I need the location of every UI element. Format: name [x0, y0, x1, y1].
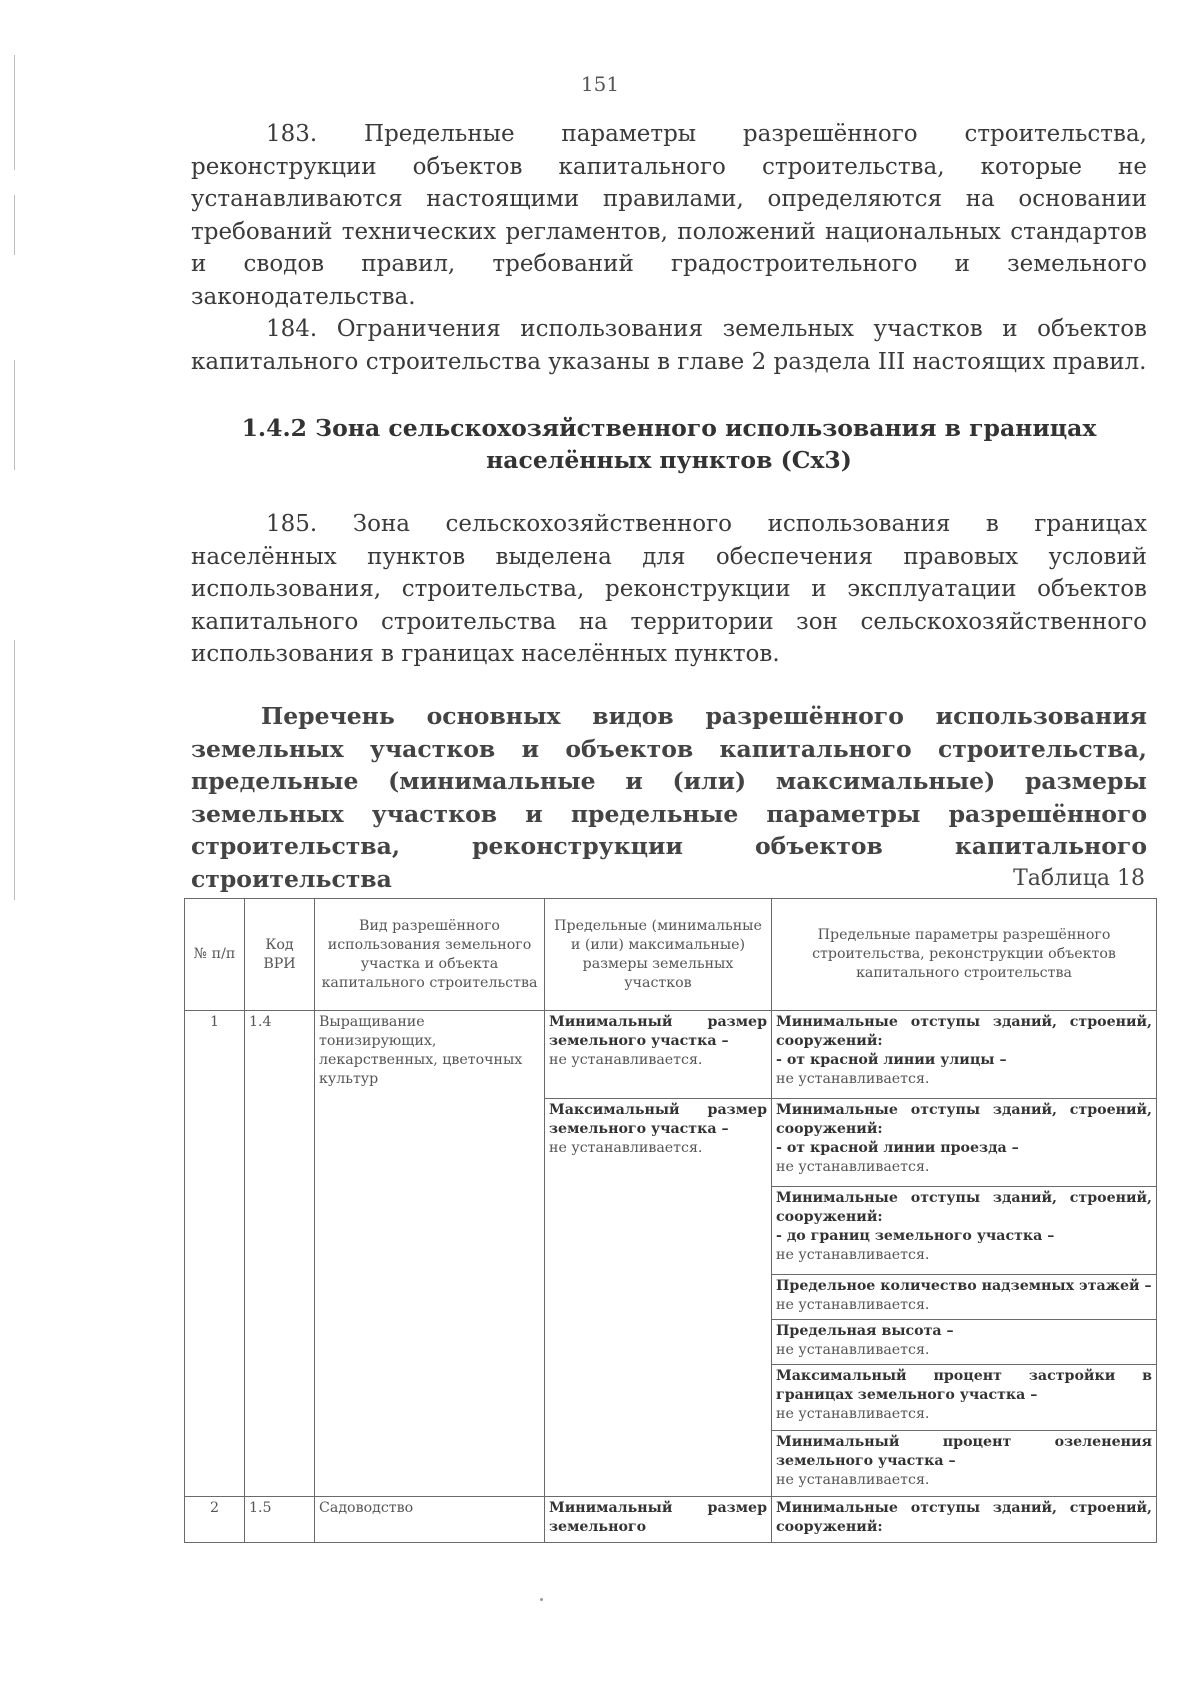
param-cell: [772, 1365, 1157, 1431]
scan-speck: [540, 1598, 543, 1601]
param-head: Максимальный процент застройки в границах земельного участка –: [776, 1368, 1152, 1403]
table-header-row: [185, 899, 1157, 1011]
param-cell: [772, 1497, 1157, 1543]
scan-margin-line: [14, 640, 15, 900]
param-head: Предельное количество надземных этажей –: [776, 1278, 1152, 1294]
param-sub: - до границ земельного участка –: [776, 1228, 1055, 1244]
param-value: не устанавливается.: [776, 1247, 930, 1263]
param-head: Минимальные отступы зданий, строений, сооружений:: [776, 1014, 1152, 1049]
intro-paragraphs: [191, 118, 1147, 378]
param-value: не устанавливается.: [776, 1472, 930, 1488]
table-row: [185, 1497, 1157, 1543]
row-code: 1.5: [245, 1497, 315, 1543]
header-sizes: Предельные (минимальные и (или) максимальные) размеры земельных участков: [545, 899, 772, 1011]
size-cell: [545, 1099, 772, 1497]
permitted-use-table: [184, 898, 1157, 1543]
param-cell: [772, 1187, 1157, 1275]
param-value: не устанавливается.: [776, 1406, 930, 1422]
table-row: [185, 1011, 1157, 1099]
table-caption: Таблица 18: [1013, 866, 1145, 891]
param-value: не устанавливается.: [776, 1159, 930, 1175]
paragraph-184: 184. Ограничения использования земельных участков и объектов капитального строительства указаны в главе 2 раздела III настоящих правил.: [191, 316, 1147, 375]
header-params: Предельные параметры разрешённого строительства, реконструкции объектов капитального строительства: [772, 899, 1157, 1011]
param-sub: - от красной линии улицы –: [776, 1052, 1007, 1068]
paragraph-183: 183. Предельные параметры разрешённого строительства, реконструкции объектов капитального строительства, которые не устанавливаются настоящими правилами, определяются на основании требований технических регламентов, положений национальных стандартов и сводов правил, требований градостроительного и земельного законодательства.: [191, 121, 1147, 310]
param-head: Минимальные отступы зданий, строений, сооружений:: [776, 1500, 1152, 1535]
param-value: не устанавливается.: [776, 1342, 930, 1358]
param-value: не устанавливается.: [776, 1297, 930, 1313]
row-number: 1: [185, 1011, 245, 1497]
row-number: 2: [185, 1497, 245, 1543]
param-head: Минимальный процент озеленения земельного участка –: [776, 1434, 1152, 1469]
size-cell: [545, 1011, 772, 1099]
row-kind: Выращивание тонизирующих, лекарственных, цветочных культур: [315, 1011, 545, 1497]
paragraph-185: 185. Зона сельскохозяйственного использования в границах населённых пунктов выделена для обеспечения правовых условий использования, строительства, реконструкции и эксплуатации объектов капитального строительства на территории зон сельскохозяйственного использования в границах населённых пунктов.: [191, 511, 1147, 667]
param-cell: [772, 1011, 1157, 1099]
param-cell: [772, 1431, 1157, 1497]
header-number: № п/п: [185, 899, 245, 1011]
header-kind: Вид разрешённого использования земельного участка и объекта капитального строительства: [315, 899, 545, 1011]
param-cell: [772, 1275, 1157, 1320]
param-cell: [772, 1099, 1157, 1187]
row-kind: Садоводство: [315, 1497, 545, 1543]
zone-paragraph: [191, 508, 1147, 671]
param-head: Минимальные отступы зданий, строений, сооружений:: [776, 1102, 1152, 1137]
page-number: 151: [580, 72, 620, 96]
scan-margin-line: [14, 360, 15, 470]
header-code: Код ВРИ: [245, 899, 315, 1011]
row-code: 1.4: [245, 1011, 315, 1497]
section-title: 1.4.2 Зона сельскохозяйственного использования в границах населённых пунктов (Сх3): [241, 414, 1097, 474]
param-sub: - от красной линии проезда –: [776, 1140, 1019, 1156]
size-value: не устанавливается.: [549, 1052, 703, 1068]
size-cell: [545, 1497, 772, 1543]
list-title: Перечень основных видов разрешённого использования земельных участков и объектов капитального строительства, предельные (минимальные и (или) максимальные) размеры земельных участков и предельные параметры разрешённого строительства, реконструкции объектов капитального строительства: [191, 702, 1147, 893]
size-head: Минимальный размер земельного: [549, 1500, 767, 1535]
param-cell: [772, 1320, 1157, 1365]
scan-margin-line: [14, 195, 15, 255]
param-head: Предельная высота –: [776, 1323, 954, 1339]
size-head: Минимальный размер земельного участка –: [549, 1014, 767, 1049]
param-value: не устанавливается.: [776, 1071, 930, 1087]
param-head: Минимальные отступы зданий, строений, сооружений:: [776, 1190, 1152, 1225]
size-value: не устанавливается.: [549, 1140, 703, 1156]
size-head: Максимальный размер земельного участка –: [549, 1102, 767, 1137]
